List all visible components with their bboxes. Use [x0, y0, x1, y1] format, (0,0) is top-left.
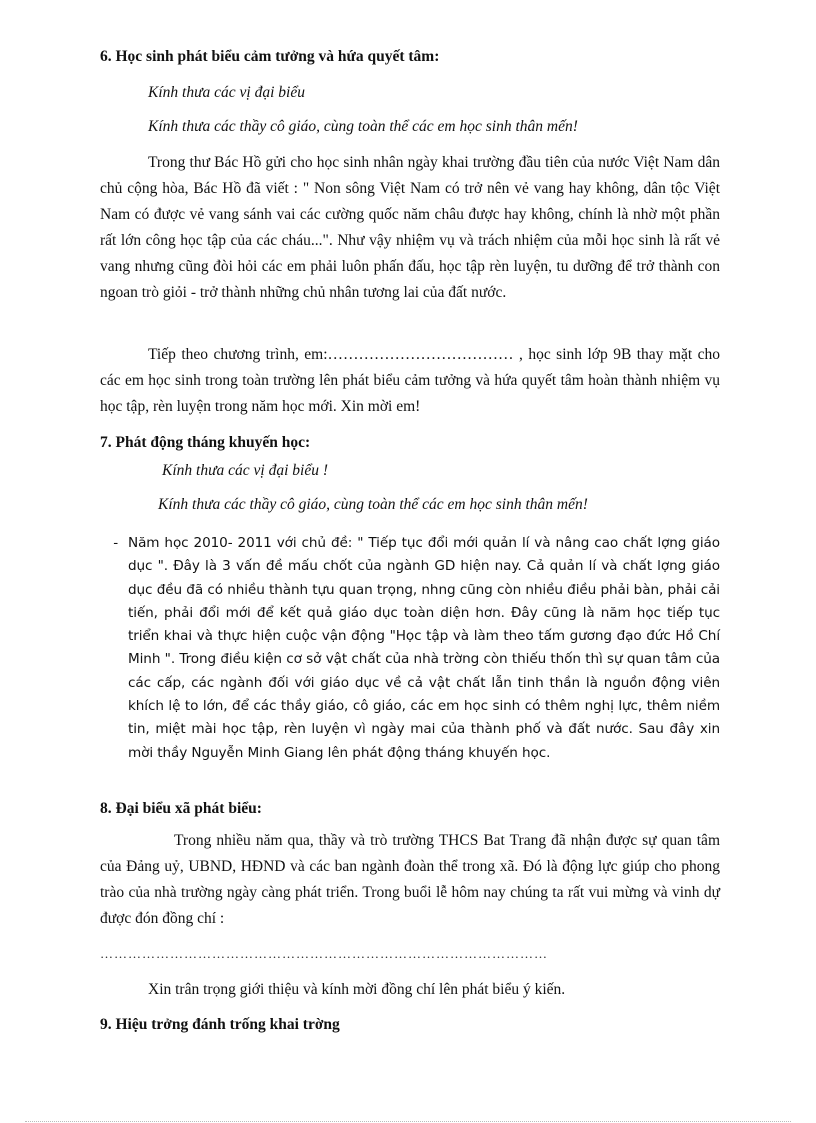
section-6-paragraph-2-text: Tiếp theo chương trình, em:……………………………… , học sinh lớp 9B thay mặt cho các em học sinh trong toàn trường lên phát biểu cảm tưởng và hứa quyết tâm hoàn thành nhiệm vụ học tập, rèn luyện trong năm học mới. Xin mời em!	[100, 346, 720, 415]
section-7-paragraph	[113, 532, 720, 765]
section-7-greeting-1: Kính thưa các vị đại biểu !	[162, 462, 329, 479]
section-9-heading: 9. Hiệu trởng đánh trống khai trờng	[100, 1016, 340, 1033]
section-6-paragraph-1	[100, 150, 720, 306]
section-8-heading: 8. Đại biểu xã phát biểu:	[100, 800, 262, 817]
section-6-paragraph-1-text: Trong thư Bác Hồ gửi cho học sinh nhân ngày khai trường đầu tiên của nước Việt Nam dân chủ cộng hòa, Bác Hồ đã viết : " Non sông Việt Nam có trở nên vẻ vang hay không, dân tộc Việt Nam có được vẻ vang sánh vai các cường quốc năm châu được hay không, chính là nhờ một phần rất lớn công học tập của các cháu...". Như vậy nhiệm vụ và trách nhiệm của mỗi học sinh là rất vẻ vang nhưng cũng đòi hỏi các em phải luôn phấn đấu, học tập rèn luyện, tu dưỡng để trở thành con ngoan trò giỏi - trở thành những chủ nhân tương lai của đất nước.	[100, 154, 720, 301]
bullet-dash: -	[113, 535, 118, 551]
section-8-paragraph	[100, 828, 720, 932]
section-6-greeting-1: Kính thưa các vị đại biểu	[148, 84, 305, 101]
section-8-paragraph-text: Trong nhiều năm qua, thầy và trò trường THCS Bat Trang đã nhận được sự quan tâm của Đảng uỷ, UBND, HĐND và các ban ngành đoàn thể trong xã. Đó là động lực giúp cho phong trào của nhà trường ngày càng phát triển. Trong buổi lễ hôm nay chúng ta rất vui mừng và vinh dự được đón đồng chí :	[100, 832, 720, 927]
section-7-paragraph-text: Năm học 2010- 2011 với chủ đề: " Tiếp tục đổi mới quản lí và nâng cao chất lợng giáo dục ". Đây là 3 vấn đề mấu chốt của ngành GD hiện nay. Cả quản lí và chất lợng giáo dục đều đã có nhiều thành tựu quan trọng, nhng cũng còn nhiều điều phải bàn, phải cải tiến, phải đổi mới để kết quả giáo dục toàn diện hơn. Đây cũng là năm học tiếp tục triển khai và thực hiện cuộc vận động "Học tập và làm theo tấm gương đạo đức Hồ Chí Minh ". Trong điều kiện cơ sở vật chất của nhà trờng còn thiếu thốn thì sự quan tâm của các cấp, các ngành đối với giáo dục về cả vật chất lẫn tinh thần là nguồn động viên khích lệ to lớn, để các thầy giáo, cô giáo, các em học sinh có thêm nghị lực, thêm niềm tin, miệt mài học tập, rèn luyện vì ngày mai của thành phố và đất nước. Sau đây xin mời thầy Nguyễn Minh Giang lên phát động tháng khuyến học.	[128, 535, 720, 761]
section-6-paragraph-2	[100, 342, 720, 420]
section-6-greeting-2: Kính thưa các thầy cô giáo, cùng toàn thể các em học sinh thân mến!	[148, 118, 578, 135]
page-bottom-divider	[25, 1121, 791, 1122]
section-7-greeting-2: Kính thưa các thầy cô giáo, cùng toàn thể các em học sinh thân mến!	[158, 496, 588, 513]
section-8-closing: Xin trân trọng giới thiệu và kính mời đồng chí lên phát biểu ý kiến.	[148, 981, 566, 998]
section-7-heading: 7. Phát động tháng khuyến học:	[100, 434, 311, 451]
name-placeholder-dots: ……………………………………………………………………………………	[100, 946, 548, 961]
section-6-heading: 6. Học sinh phát biểu cảm tưởng và hứa quyết tâm:	[100, 48, 440, 65]
